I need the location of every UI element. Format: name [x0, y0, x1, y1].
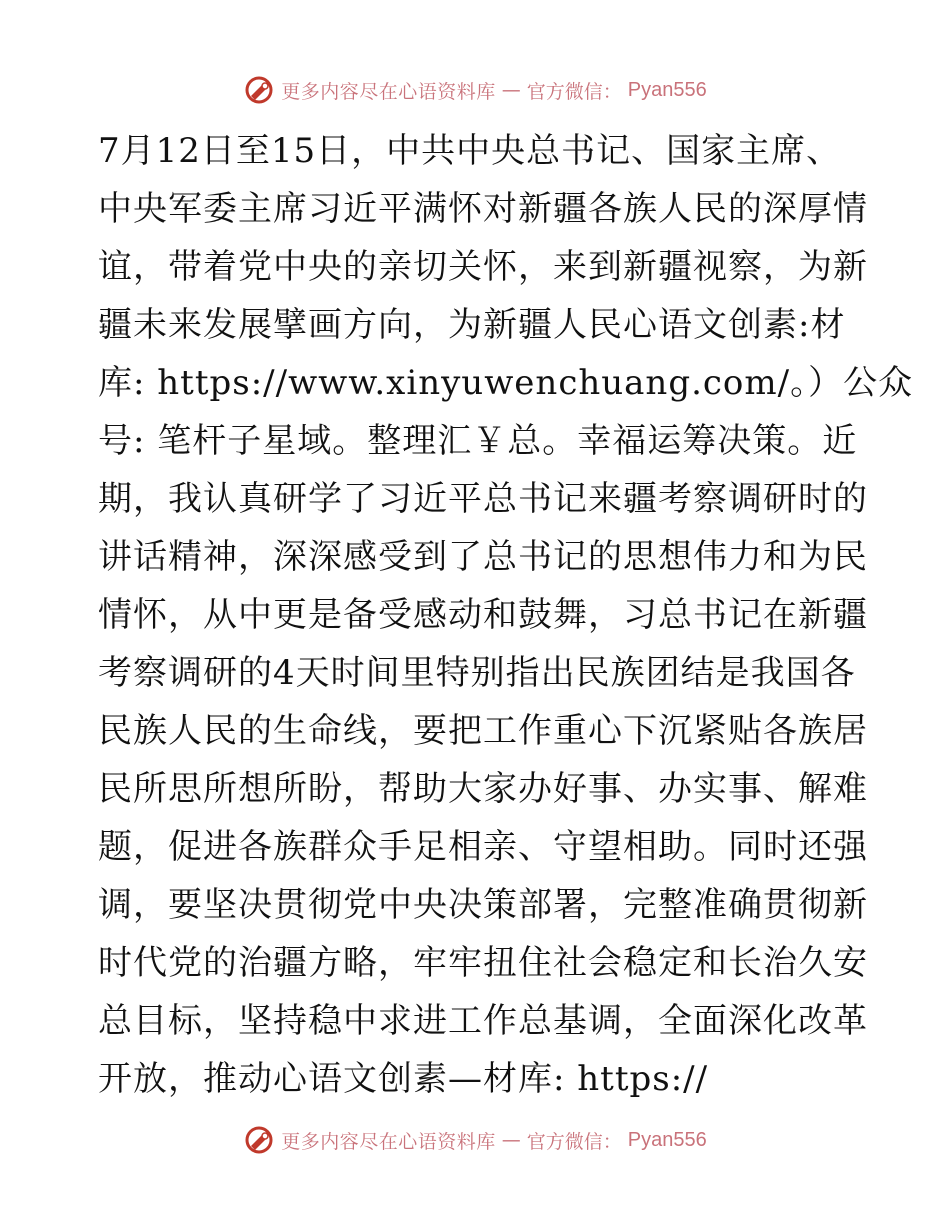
- body-line-10: 考察调研的4天时间里特别指出民族团结是我国各: [98, 653, 856, 693]
- banner-main-text: 更多内容尽在心语资料库: [281, 80, 496, 103]
- body-line-9: 情怀，从中更是备受感动和鼓舞，习总书记在新疆: [98, 595, 868, 635]
- body-line-17: 开放，推动心语文创素—材库: https://: [98, 1059, 709, 1099]
- body-line-12: 民所思所想所盼，帮助大家办好事、办实事、解难: [98, 769, 868, 809]
- brand-logo-icon: [243, 74, 275, 106]
- body-line-15: 时代党的治疆方略，牢牢扭住社会稳定和长治久安: [98, 943, 868, 983]
- banner-wechat-id: Pyan556: [627, 1128, 707, 1151]
- body-line-1: 7月12日至15日，中共中央总书记、国家主席、: [98, 131, 842, 171]
- banner-separator: —: [501, 79, 521, 101]
- banner-wechat-id: Pyan556: [627, 78, 707, 101]
- header-banner: [0, 70, 950, 110]
- body-line-3: 谊，带着党中央的亲切关怀，来到新疆视察，为新: [98, 247, 868, 287]
- body-line-14: 调，要坚决贯彻党中央决策部署，完整准确贯彻新: [98, 885, 868, 925]
- banner-separator: —: [501, 1129, 521, 1151]
- brand-logo-icon: [243, 1124, 275, 1156]
- body-line-4: 疆未来发展擘画方向，为新疆人民心语文创素:材: [98, 305, 846, 345]
- body-line-16: 总目标，坚持稳中求进工作总基调，全面深化改革: [98, 1001, 868, 1041]
- body-line-13: 题，促进各族群众手足相亲、守望相助。同时还强: [98, 827, 868, 867]
- banner-main-text: 更多内容尽在心语资料库: [281, 1130, 496, 1153]
- body-line-5: 库: https://www.xinyuwenchuang.com/。）公众: [98, 363, 914, 403]
- footer-banner: [0, 1120, 950, 1160]
- document-body: [98, 122, 914, 1108]
- body-line-11: 民族人民的生命线，要把工作重心下沉紧贴各族居: [98, 711, 868, 751]
- body-line-2: 中央军委主席习近平满怀对新疆各族人民的深厚情: [98, 189, 868, 229]
- banner-wechat-label: 官方微信：: [526, 80, 622, 103]
- body-line-6: 号: 笔杆子星域。整理汇￥总。幸福运筹决策。近: [98, 421, 858, 461]
- body-line-7: 期，我认真研学了习近平总书记来疆考察调研时的: [98, 479, 868, 519]
- body-line-8: 讲话精神，深深感受到了总书记的思想伟力和为民: [98, 537, 868, 577]
- banner-wechat-label: 官方微信：: [526, 1130, 622, 1153]
